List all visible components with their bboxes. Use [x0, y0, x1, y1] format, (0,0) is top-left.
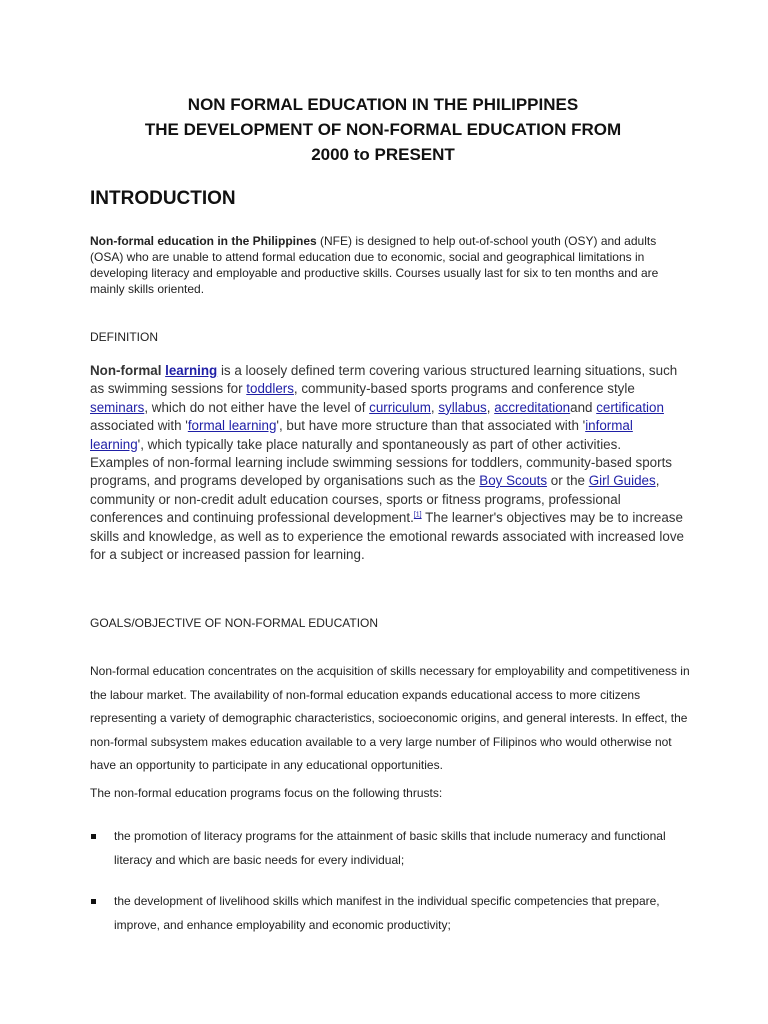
link-syllabus[interactable]: syllabus	[438, 399, 487, 415]
definition-paragraph-1	[90, 362, 690, 454]
def-text-0: Non-formal	[90, 363, 166, 378]
def-text-3: , which do not either have the level of	[144, 399, 370, 415]
definition-heading: DEFINITION	[90, 330, 158, 344]
intro-bold-lead: Non-formal education in the Philippines	[90, 234, 317, 248]
link-certification[interactable]: certification	[596, 399, 664, 415]
ex-text-2: , community or non-credit adult education courses, sports or fitness programs, professional conferences and continuing professional development.	[90, 473, 660, 526]
link-boy-scouts[interactable]: Boy Scouts	[479, 473, 548, 489]
list-item	[90, 824, 690, 872]
def-text-1: is a loosely defined term covering various structured learning situations, such as swimming sessions for	[90, 363, 678, 397]
def-text-8: ', but have more structure than that associated with '	[276, 418, 586, 434]
bullet-square-icon	[91, 834, 96, 839]
introduction-heading: INTRODUCTION	[90, 188, 236, 209]
link-girl-guides[interactable]: Girl Guides	[588, 473, 656, 489]
def-text-4: ,	[430, 399, 439, 415]
ex-text-0: Examples of non-formal learning include swimming sessions for toddlers, community-based sports programs, and programs developed by organisations such as the	[90, 455, 672, 489]
list-item	[90, 889, 690, 937]
list-item-text: the development of livelihood skills which manifest in the individual specific competencies that prepare, improve, and enhance employability and economic productivity;	[114, 894, 660, 932]
link-toddlers[interactable]: toddlers	[246, 381, 294, 397]
link-accreditation[interactable]: accreditation	[494, 399, 571, 415]
def-text-7: associated with '	[90, 418, 188, 434]
def-text-6: and	[570, 399, 597, 415]
bullet-square-icon	[91, 899, 96, 904]
thrusts-list	[90, 824, 690, 954]
intro-text: (NFE) is designed to help out-of-school youth (OSY) and adults (OSA) who are unable to attend formal education due to economic, social and geographical limitations in developing literacy and employable and productive skills. Courses usually last for six to ten months and are mainly skills oriented.	[90, 234, 659, 296]
title-line-1: NON FORMAL EDUCATION IN THE PHILIPPINES	[187, 95, 579, 114]
document-title	[60, 92, 706, 167]
definition-body	[90, 362, 690, 564]
thrusts-intro: The non-formal education programs focus on the following thrusts:	[90, 786, 443, 800]
footnote-link[interactable]: [1]	[413, 511, 422, 519]
link-formal-learning[interactable]: formal learning	[187, 418, 277, 434]
def-text-2: , community-based sports programs and conference style	[293, 381, 635, 397]
list-item-text: the promotion of literacy programs for the attainment of basic skills that include numeracy and functional literacy and which are basic needs for every individual;	[114, 829, 666, 867]
introduction-paragraph	[90, 233, 690, 297]
link-seminars[interactable]: seminars	[90, 399, 145, 415]
def-text-5: ,	[486, 399, 495, 415]
link-informal-learning[interactable]: informal learning	[90, 418, 633, 452]
goals-heading: GOALS/OBJECTIVE OF NON-FORMAL EDUCATION	[90, 616, 379, 630]
link-learning[interactable]: learning	[165, 363, 218, 378]
ex-text-3: The learner's objectives may be to increase skills and knowledge, as well as to experience the emotional rewards associated with increased love for a subject or increased passion for learning.	[90, 510, 684, 563]
ex-text-1: or the	[547, 473, 589, 489]
link-curriculum[interactable]: curriculum	[369, 399, 431, 415]
title-line-2: THE DEVELOPMENT OF NON-FORMAL EDUCATION FROM	[144, 120, 622, 139]
goals-paragraph: Non-formal education concentrates on the acquisition of skills necessary for employability and competitiveness in the labour market. The availability of non-formal education expands educational access to more citizens representing a variety of demographic characteristics, socioeconomic origins, and general interests. In effect, the non-formal subsystem makes education available to a very large number of Filipinos who would otherwise not have an opportunity to participate in any educational opportunities.	[90, 664, 690, 772]
def-text-9: ', which typically take place naturally and spontaneously as part of other activities.	[137, 436, 622, 452]
definition-paragraph-2	[90, 454, 690, 564]
title-line-3: 2000 to PRESENT	[311, 145, 455, 164]
